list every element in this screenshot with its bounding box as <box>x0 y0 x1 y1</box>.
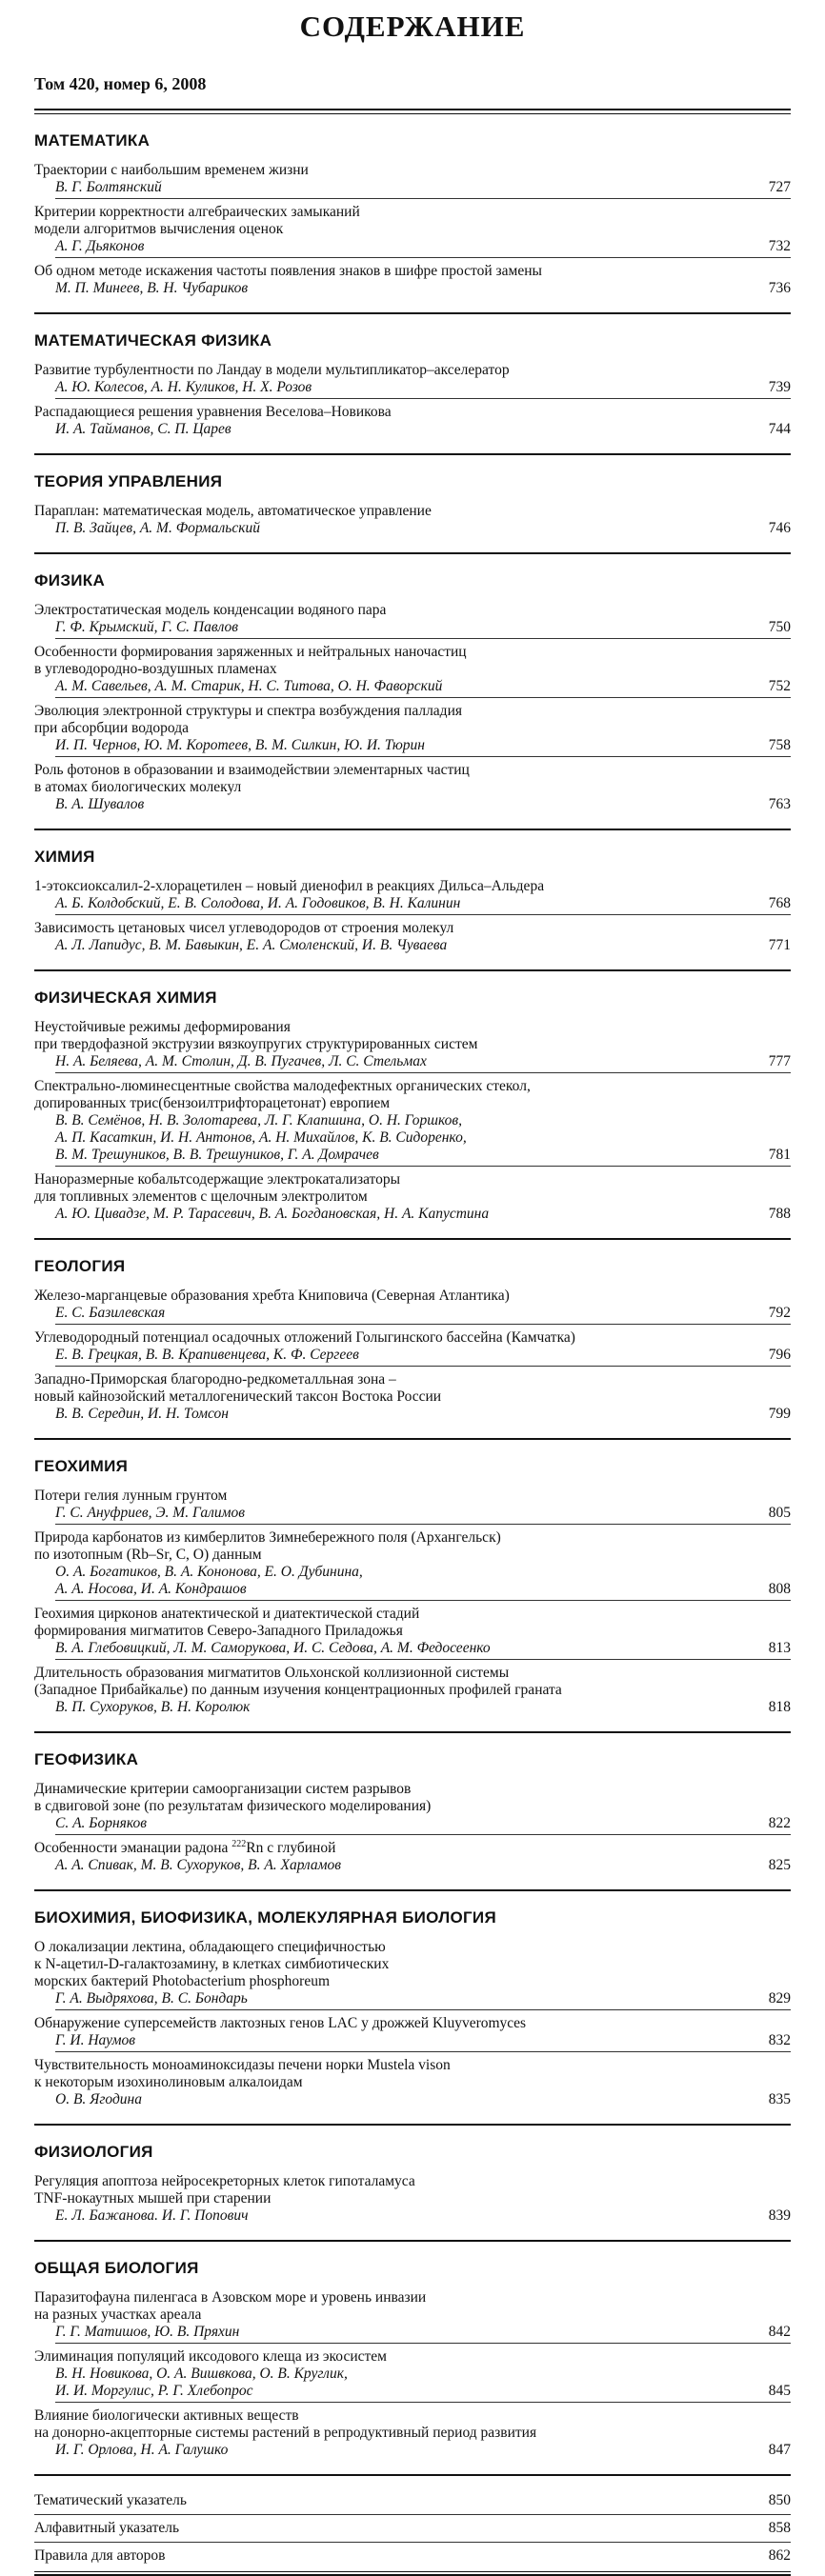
authors-row <box>55 179 791 199</box>
authors-row <box>55 2032 791 2052</box>
page-number: 858 <box>768 2520 791 2536</box>
section-title: ФИЗИОЛОГИЯ <box>34 2143 153 2161</box>
section-title: ХИМИЯ <box>34 848 95 866</box>
toc-entry[interactable] <box>34 2289 791 2344</box>
article-authors: Г. А. Выдряхова, В. С. Бондарь <box>55 1990 248 2007</box>
article-authors: А. А. Спивак, М. В. Сухоруков, В. А. Харламов <box>55 1857 341 1873</box>
authors-row <box>55 520 791 539</box>
toc-entry[interactable] <box>34 1019 791 1073</box>
article-title: Неустойчивые режимы деформирования при твердофазной экструзии вязкоупругих структурированных систем <box>34 1019 478 1052</box>
section-title: МАТЕМАТИЧЕСКАЯ ФИЗИКА <box>34 331 272 349</box>
toc-section <box>34 971 791 1238</box>
article-title: Об одном методе искажения частоты появления знаков в шифре простой замены <box>34 263 542 279</box>
toc-entry[interactable] <box>34 644 791 698</box>
page-number: 758 <box>768 737 791 753</box>
page-number: 835 <box>768 2091 791 2107</box>
page-number: 777 <box>768 1053 791 1069</box>
article-authors: Е. В. Грецкая, В. В. Крапивенцева, К. Ф. Сергеев <box>55 1347 359 1363</box>
section-title: ГЕОЛОГИЯ <box>34 1257 126 1275</box>
toc-entry[interactable] <box>34 1939 791 2010</box>
article-title: Элиминация популяций иксодового клеща из экосистем <box>34 2348 387 2365</box>
page-number: 739 <box>768 379 791 395</box>
article-authors: В. В. Середин, И. Н. Томсон <box>55 1406 229 1422</box>
authors-row <box>55 238 791 258</box>
toc-section <box>34 1240 791 1438</box>
toc-entry[interactable] <box>34 1171 791 1225</box>
authors-row <box>55 737 791 757</box>
article-authors: А. Г. Дьяконов <box>55 238 145 254</box>
section-title: БИОХИМИЯ, БИОФИЗИКА, МОЛЕКУЛЯРНАЯ БИОЛОГИЯ <box>34 1908 496 1927</box>
article-authors: А. М. Савельев, А. М. Старик, Н. С. Титова, О. Н. Фаворский <box>55 678 443 694</box>
page-number: 845 <box>768 2383 791 2399</box>
toc-entry[interactable] <box>34 1781 791 1835</box>
page-number: 808 <box>768 1581 791 1597</box>
issue-info: Том 420, номер 6, 2008 <box>34 74 207 93</box>
article-authors: В. А. Шувалов <box>55 796 145 812</box>
article-title-part: Особенности эманации радона <box>34 1840 232 1856</box>
toc-entry[interactable] <box>34 204 791 258</box>
article-title: Железо-марганцевые образования хребта Книповича (Северная Атлантика) <box>34 1288 510 1304</box>
page-number: 818 <box>768 1699 791 1715</box>
toc-entry[interactable] <box>34 1078 791 1167</box>
article-title: Динамические критерии самоорганизации систем разрывов в сдвиговой зоне (по результатам физического моделирования) <box>34 1781 432 1814</box>
page-number: 763 <box>768 796 791 812</box>
toc-entry[interactable] <box>34 920 791 956</box>
authors-row <box>55 1305 791 1325</box>
index-block <box>34 2476 791 2569</box>
index-item[interactable] <box>34 2515 791 2543</box>
page-number: 792 <box>768 1305 791 1321</box>
article-authors: А. Ю. Колесов, А. Н. Куликов, Н. Х. Розов <box>55 379 312 395</box>
page-number: 825 <box>768 1857 791 1873</box>
authors-row <box>55 2207 791 2227</box>
toc-section <box>34 455 791 552</box>
article-title: Наноразмерные кобальтсодержащие электрокатализаторы для топливных элементов с щелочным электролитом <box>34 1171 401 1205</box>
page-title: СОДЕРЖАНИЕ <box>299 10 526 43</box>
toc-section <box>34 830 791 969</box>
article-authors: А. Л. Лапидус, В. М. Бавыкин, Е. А. Смоленский, И. В. Чуваева <box>55 937 448 953</box>
toc-entry[interactable] <box>34 1488 791 1525</box>
article-authors: С. А. Борняков <box>55 1815 147 1831</box>
section-title: ФИЗИКА <box>34 571 106 589</box>
toc-section <box>34 2126 791 2240</box>
page-number: 796 <box>768 1347 791 1363</box>
article-title: Чувствительность моноаминоксидазы печени норки Mustela vison к некоторым изохинолиновым алкалоидам <box>34 2057 451 2090</box>
toc-entry[interactable] <box>34 2407 791 2461</box>
authors-row <box>55 2442 791 2461</box>
toc-entry[interactable] <box>34 703 791 757</box>
toc-section <box>34 1733 791 1889</box>
authors-row <box>55 1053 791 1073</box>
authors-row <box>55 1505 791 1525</box>
article-title: Распадающиеся решения уравнения Веселова–Новикова <box>34 404 392 420</box>
bottom-divider <box>34 2571 791 2576</box>
page-number: 727 <box>768 179 791 195</box>
article-authors: В. А. Глебовицкий, Л. М. Саморукова, И. С. Седова, А. М. Федосеенко <box>55 1640 491 1656</box>
authors-row <box>55 895 791 915</box>
authors-row <box>55 379 791 399</box>
authors-row <box>55 421 791 440</box>
article-title: Влияние биологически активных веществ на донорно-акцепторные системы растений в репродуктивный период развития <box>34 2407 537 2441</box>
article-title: Природа карбонатов из кимберлитов Зимнебережного поля (Архангельск) по изотопным (Rb–Sr, C, O) данным <box>34 1529 501 1563</box>
page-number: 788 <box>768 1206 791 1222</box>
toc-entry[interactable] <box>34 1288 791 1325</box>
toc-sections <box>34 114 791 2474</box>
toc-entry[interactable] <box>34 362 791 399</box>
toc-entry[interactable] <box>34 762 791 815</box>
toc-section <box>34 314 791 453</box>
toc-entry[interactable] <box>34 1606 791 1660</box>
page-number: 805 <box>768 1505 791 1521</box>
toc-entry[interactable] <box>34 263 791 299</box>
page-number: 832 <box>768 2032 791 2048</box>
authors-row <box>55 1640 791 1660</box>
index-item[interactable] <box>34 2487 791 2515</box>
article-title: 1-этоксиоксалил-2-хлорацетилен – новый диенофил в реакциях Дильса–Альдера <box>34 878 545 894</box>
article-title: Обнаружение суперсемейств лактозных генов LAC у дрожжей Kluyveromyces <box>34 2015 527 2031</box>
toc-entry[interactable] <box>34 2057 791 2110</box>
toc-entry[interactable] <box>34 1840 791 1876</box>
page-number: 750 <box>768 619 791 635</box>
page-number: 746 <box>768 520 791 536</box>
section-title: ГЕОФИЗИКА <box>34 1750 139 1768</box>
article-title: Геохимия цирконов анатектической и диатектической стадий формирования мигматитов Северо-Западного Приладожья <box>34 1606 420 1639</box>
article-title: Потери гелия лунным грунтом <box>34 1488 228 1504</box>
article-title: Спектрально-люминесцентные свойства малодефектных органических стекол, допированных трис(бензоилтрифторацетонат) европием <box>34 1078 531 1111</box>
article-title: Роль фотонов в образовании и взаимодействии элементарных частиц в атомах биологических молекул <box>34 762 470 795</box>
article-title: Паразитофауна пиленгаса в Азовском море и уровень инвазии на разных участках ареала <box>34 2289 427 2323</box>
article-title: О локализации лектина, обладающего специфичностью к N-ацетил-D-галактозамину, в клетках симбиотических морских бактерий Photobacterium phosphoreum <box>34 1939 390 1989</box>
authors-row <box>55 937 791 956</box>
article-authors: П. В. Зайцев, А. М. Формальский <box>55 520 260 536</box>
article-title: Параплан: математическая модель, автоматическое управление <box>34 503 432 519</box>
article-title: Развитие турбулентности по Ландау в модели мультипликатор–акселератор <box>34 362 510 378</box>
article-authors: В. В. Семёнов, Н. В. Золотарева, Л. Г. Клапшина, О. Н. Горшков, А. П. Касаткин, И. Н. Антонов, А. Н. Михайлов, К. В. Сидоренко, В. М. Трешуников, В. В. Трешуников, Г. А. Домрачев <box>55 1112 467 1163</box>
page-number: 799 <box>768 1406 791 1422</box>
article-authors: В. П. Сухоруков, В. Н. Королюк <box>55 1699 251 1715</box>
authors-row <box>55 1406 791 1425</box>
article-authors: Е. С. Базилевская <box>55 1305 166 1321</box>
toc-entry[interactable] <box>34 2173 791 2227</box>
article-authors: О. А. Богатиков, В. А. Кононова, Е. О. Дубинина, А. А. Носова, И. А. Кондрашов <box>55 1564 363 1597</box>
article-title: Зависимость цетановых чисел углеводородов от строения молекул <box>34 920 454 936</box>
article-authors: И. А. Тайманов, С. П. Царев <box>55 421 231 437</box>
article-title: Эволюция электронной структуры и спектра возбуждения палладия при абсорбции водорода <box>34 703 462 736</box>
article-title: Западно-Приморская благородно-редкометалльная зона – новый кайнозойский металлогенический таксон Востока России <box>34 1371 442 1405</box>
article-title-part: Rn с глубиной <box>246 1840 336 1856</box>
toc-section <box>34 554 791 829</box>
article-title: Электростатическая модель конденсации водяного пара <box>34 602 387 618</box>
article-authors: В. Г. Болтянский <box>55 179 162 195</box>
article-authors: А. Б. Колдобский, Е. В. Солодова, И. А. Годовиков, В. Н. Калинин <box>55 895 461 911</box>
article-title: Длительность образования мигматитов Ольхонской коллизионной системы (Западное Прибайкалье) по данным изучения концентрационных профилей граната <box>34 1665 562 1698</box>
page-number: 842 <box>768 2324 791 2340</box>
toc-entry[interactable] <box>34 2015 791 2052</box>
authors-row <box>55 1990 791 2010</box>
article-authors: Г. И. Наумов <box>55 2032 135 2048</box>
toc-entry[interactable] <box>34 1529 791 1601</box>
page-number: 771 <box>768 937 791 953</box>
page-number: 822 <box>768 1815 791 1831</box>
toc-entry[interactable] <box>34 404 791 440</box>
article-authors: И. Г. Орлова, Н. А. Галушко <box>55 2442 229 2458</box>
toc-section <box>34 1440 791 1731</box>
article-title: Регуляция апоптоза нейросекреторных клеток гипоталамуса TNF-нокаутных мышей при старении <box>34 2173 415 2207</box>
page-number: 847 <box>768 2442 791 2458</box>
isotope-superscript: 222 <box>231 1838 247 1849</box>
page-number: 850 <box>768 2492 791 2508</box>
authors-row <box>55 280 791 299</box>
authors-row <box>55 1857 791 1876</box>
index-label: Правила для авторов <box>34 2547 166 2564</box>
page-number: 781 <box>768 1147 791 1163</box>
authors-row <box>55 619 791 639</box>
article-authors: А. Ю. Цивадзе, М. Р. Тарасевич, В. А. Богдановская, Н. А. Капустина <box>55 1206 490 1222</box>
article-authors: М. П. Минеев, В. Н. Чубариков <box>55 280 249 296</box>
toc-entry[interactable] <box>34 602 791 639</box>
authors-row <box>55 1564 791 1601</box>
article-authors: Е. Л. Бажанова. И. Г. Попович <box>55 2207 249 2224</box>
article-title <box>34 1840 791 1857</box>
section-title: ГЕОХИМИЯ <box>34 1457 129 1475</box>
toc-entry[interactable] <box>34 2348 791 2403</box>
toc-entry[interactable] <box>34 162 791 199</box>
authors-row <box>55 1815 791 1835</box>
page-number: 829 <box>768 1990 791 2007</box>
article-authors: И. П. Чернов, Ю. М. Коротеев, В. М. Силкин, Ю. И. Тюрин <box>55 737 425 753</box>
section-title: МАТЕМАТИКА <box>34 131 151 150</box>
page-number: 736 <box>768 280 791 296</box>
article-title: Углеводородный потенциал осадочных отложений Голыгинского бассейна (Камчатка) <box>34 1329 575 1346</box>
authors-row <box>55 2091 791 2110</box>
article-authors: Г. Ф. Крымский, Г. С. Павлов <box>55 619 239 635</box>
section-title: ФИЗИЧЕСКАЯ ХИМИЯ <box>34 988 217 1007</box>
toc-section <box>34 1891 791 2124</box>
authors-row <box>55 2366 791 2403</box>
page-number: 839 <box>768 2207 791 2224</box>
article-title: Критерии корректности алгебраических замыканий модели алгоритмов вычисления оценок <box>34 204 360 237</box>
article-authors: Г. С. Ануфриев, Э. М. Галимов <box>55 1505 246 1521</box>
authors-row <box>55 1347 791 1367</box>
article-title: Особенности формирования заряженных и нейтральных наночастиц в углеводородно-воздушных пламенах <box>34 644 467 677</box>
page-number: 768 <box>768 895 791 911</box>
authors-row <box>55 796 791 815</box>
article-authors: Н. А. Беляева, А. М. Столин, Д. В. Пугачев, Л. С. Стельмах <box>55 1053 427 1069</box>
toc-entry[interactable] <box>34 1329 791 1367</box>
toc-section <box>34 2242 791 2474</box>
article-authors: О. В. Ягодина <box>55 2091 142 2107</box>
index-item[interactable] <box>34 2543 791 2569</box>
article-authors: В. Н. Новикова, О. А. Вишвкова, О. В. Круглик, И. И. Моргулис, Р. Г. Хлебопрос <box>55 2366 348 2399</box>
toc-page <box>0 8 825 2576</box>
authors-row <box>55 678 791 698</box>
toc-entry[interactable] <box>34 878 791 915</box>
toc-entry[interactable] <box>34 1371 791 1425</box>
toc-section <box>34 114 791 312</box>
authors-row <box>55 2324 791 2344</box>
page-number: 752 <box>768 678 791 694</box>
toc-entry[interactable] <box>34 1665 791 1718</box>
page-number: 813 <box>768 1640 791 1656</box>
authors-row <box>55 1206 791 1225</box>
section-title: ТЕОРИЯ УПРАВЛЕНИЯ <box>34 472 223 490</box>
toc-entry[interactable] <box>34 503 791 539</box>
table-of-contents <box>34 109 791 2576</box>
page-number: 862 <box>768 2547 791 2564</box>
section-title: ОБЩАЯ БИОЛОГИЯ <box>34 2259 199 2277</box>
article-authors: Г. Г. Матишов, Ю. В. Пряхин <box>55 2324 240 2340</box>
page-number: 744 <box>768 421 791 437</box>
article-title: Траектории с наибольшим временем жизни <box>34 162 309 178</box>
index-label: Тематический указатель <box>34 2492 187 2508</box>
index-label: Алфавитный указатель <box>34 2520 180 2536</box>
page-number: 732 <box>768 238 791 254</box>
authors-row <box>55 1112 791 1167</box>
authors-row <box>55 1699 791 1718</box>
